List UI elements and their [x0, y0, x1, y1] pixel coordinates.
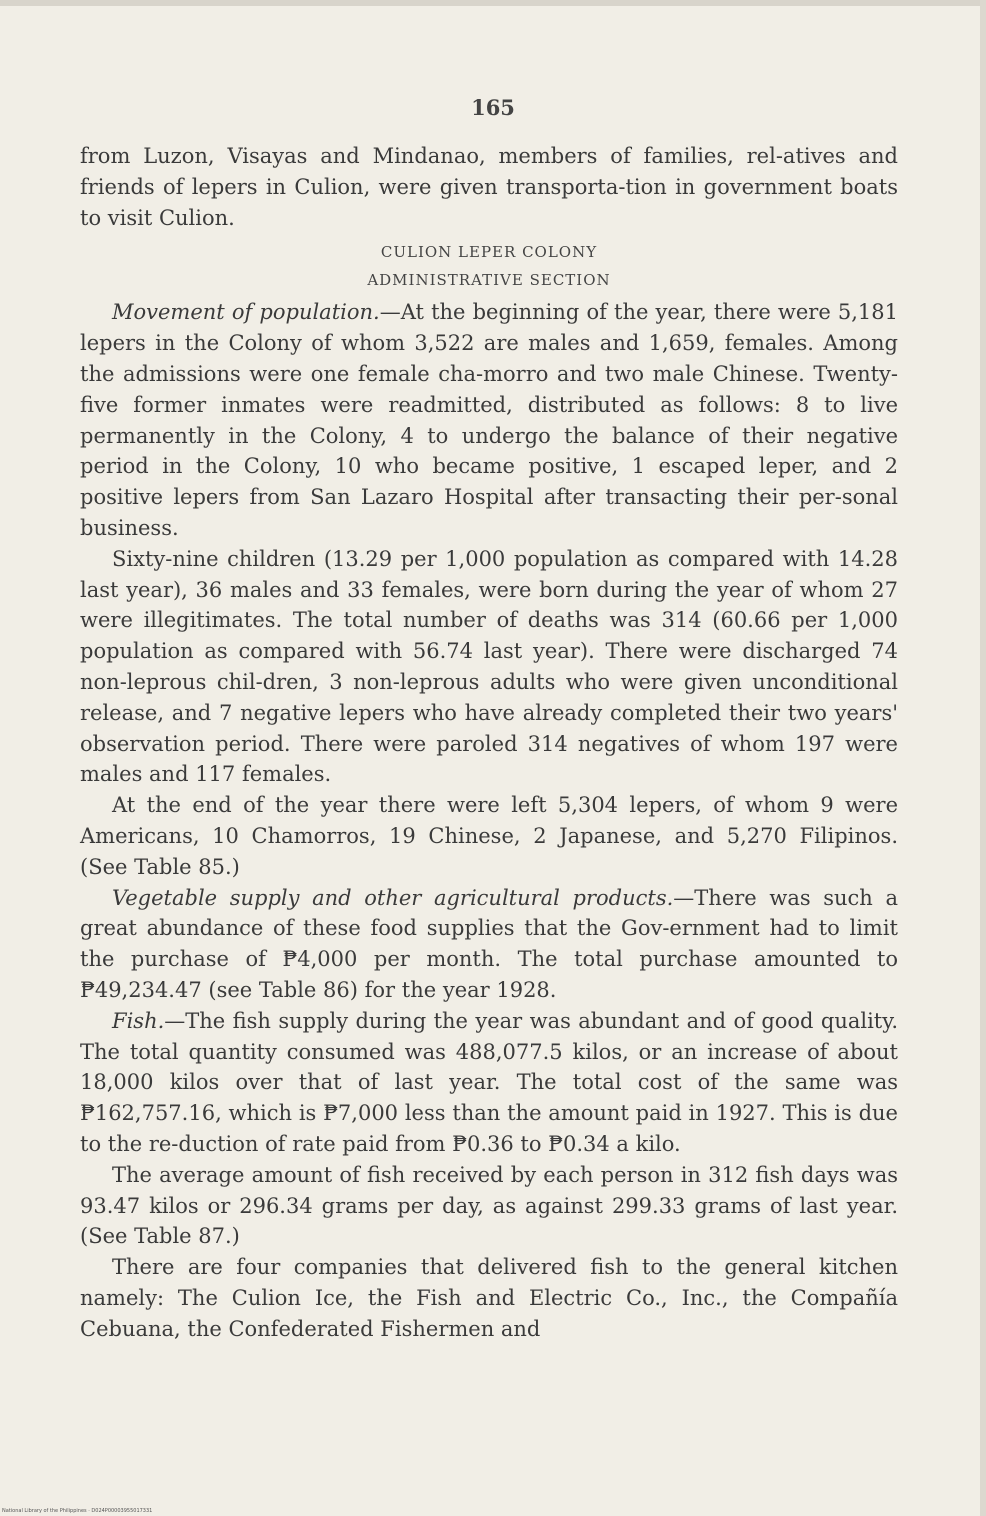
- scan-edge-right: [980, 0, 986, 1516]
- scan-edge-top: [0, 0, 986, 6]
- paragraph-births-deaths: Sixty-nine children (13.29 per 1,000 population as compared with 14.28 last year), 36 males and 33 females, were born during the year of whom 27 were illegitimates. The total number of deaths was 314 (60.66 per 1,000 population as compared with 56.74 last year). There were discharged 74 non-leprous chil-dren, 3 non-leprous adults who were given unconditional release, and 7 negative lepers who have already completed their two years' observation period. There were paroled 314 negatives of whom 197 were males and 117 females.: [80, 546, 898, 787]
- page-body: [80, 141, 898, 1344]
- paragraph-text: —The fish supply during the year was abundant and of good quality. The total quantity consumed was 488,077.5 kilos, or an increase of about 18,000 kilos over that of last year. The total cost of the same was ₱162,757.16, which is ₱7,000 less than the amount paid in 1927. This is due to the re-duction of rate paid from ₱0.36 to ₱0.34 a kilo.: [80, 1008, 898, 1156]
- page-number: 165: [471, 95, 515, 120]
- paragraph-end-of-year: At the end of the year there were left 5,304 lepers, of whom 9 were Americans, 10 Chamorros, 19 Chinese, 2 Japanese, and 5,270 Filipinos. (See Table 85.): [80, 793, 898, 879]
- paragraph-fish-average: The average amount of fish received by each person in 312 fish days was 93.47 kilos or 296.34 grams per day, as against 299.33 grams of last year. (See Table 87.): [80, 1162, 898, 1249]
- paragraph-text: —At the beginning of the year, there were 5,181 lepers in the Colony of whom 3,522 are males and 1,659, females. Among the admissions were one female cha-morro and two male Chinese. Twenty-five former inmates were readmitted, distributed as follows: 8 to live permanently in the Colony, 4 to undergo the balance of their negative period in the Colony, 10 who became positive, 1 escaped leper, and 2 positive lepers from San Lazaro Hospital after transacting their per-sonal business.: [80, 300, 898, 540]
- paragraph-fish-companies: There are four companies that delivered fish to the general kitchen namely: The Culion Ice, the Fish and Electric Co., Inc., the Compañía Cebuana, the Confederated Fishermen and: [80, 1255, 898, 1341]
- paragraph-movement-of-population: [80, 297, 898, 543]
- paragraph-lead: Movement of population.: [112, 300, 380, 325]
- section-heading-administrative: ADMINISTRATIVE SECTION: [367, 271, 611, 290]
- intro-paragraph: from Luzon, Visayas and Mindanao, members of families, rel-atives and friends of lepers in Culion, were given transporta-tion in government boats to visit Culion.: [80, 144, 898, 230]
- paragraph-fish: [80, 1006, 898, 1160]
- paragraph-text: —There was such a great abundance of these food supplies that the Gov-ernment had to limit the purchase of ₱4,000 per month. The total purchase amounted to ₱49,234.47 (see Table 86) for the year 1928.: [80, 885, 898, 1002]
- section-heading-colony: CULION LEPER COLONY: [380, 243, 598, 262]
- paragraph-vegetable-supply: [80, 883, 898, 1006]
- paragraph-lead: Fish.: [112, 1008, 165, 1033]
- archive-footer: National Library of the Philippines · D024P00003955017331: [2, 1508, 153, 1514]
- paragraph-lead: Vegetable supply and other agricultural products.: [112, 885, 674, 910]
